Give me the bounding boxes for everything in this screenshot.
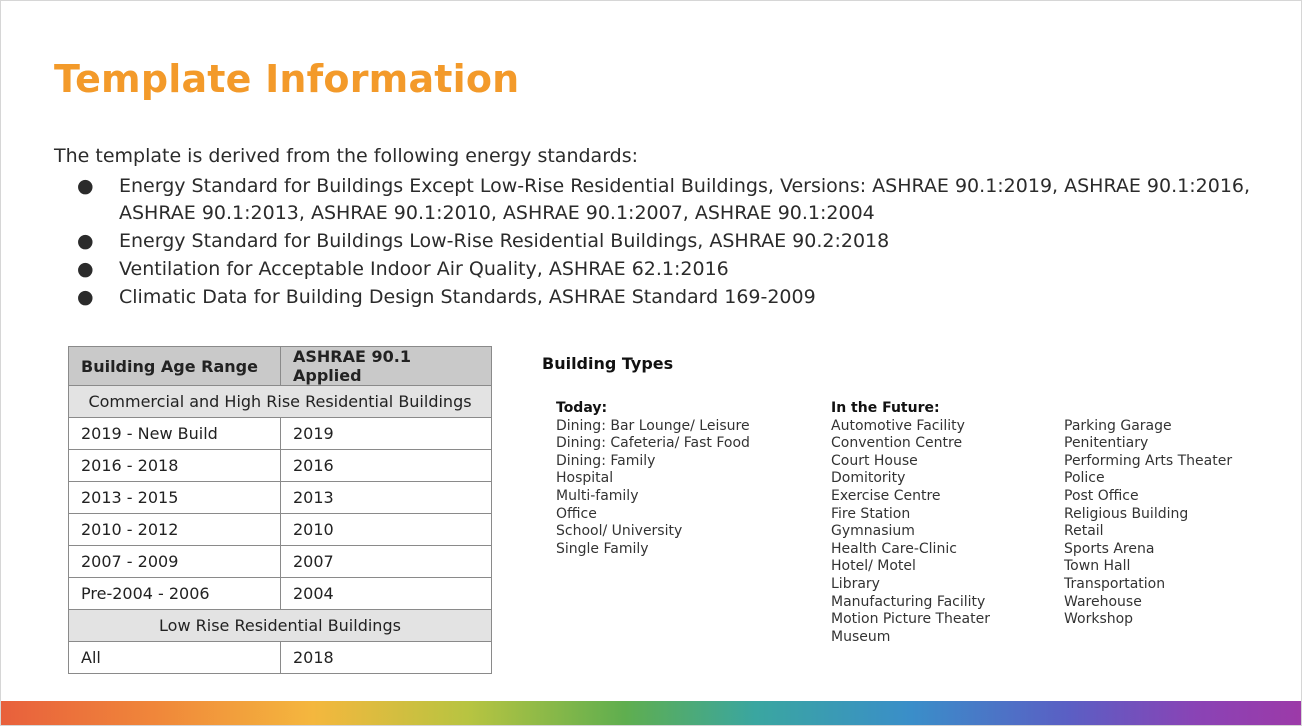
list-item: Office <box>556 505 597 522</box>
bullet-icon: ● <box>77 286 94 308</box>
table-row <box>69 642 492 674</box>
list-item: Convention Centre <box>831 435 963 452</box>
building-age-table <box>68 346 492 674</box>
table-header-row <box>69 347 492 386</box>
table-group-row <box>69 386 492 418</box>
table-cell: 2004 <box>281 578 492 610</box>
list-item: Manufacturing Facility <box>831 593 986 610</box>
list-item: Automotive Facility <box>831 417 965 434</box>
table-cell: 2016 <box>281 450 492 482</box>
list-item: Warehouse <box>1064 593 1142 610</box>
list-item: Post Office <box>1064 487 1139 504</box>
table-cell: 2016 - 2018 <box>69 450 281 482</box>
list-item: Museum <box>831 628 891 645</box>
today-column <box>556 400 750 558</box>
column-header: ASHRAE 90.1 Applied <box>281 347 492 386</box>
list-item: Single Family <box>556 540 649 557</box>
bullet-icon: ● <box>77 258 94 280</box>
column-header: Building Age Range <box>69 347 281 386</box>
table-cell: 2018 <box>281 642 492 674</box>
future-column-1 <box>831 400 990 646</box>
list-item: Retail <box>1064 523 1104 540</box>
group-label: Low Rise Residential Buildings <box>69 610 492 642</box>
list-item: ● Ventilation for Acceptable Indoor Air Quality, ASHRAE 62.1:2016 <box>77 256 1267 283</box>
list-item: Police <box>1064 470 1105 487</box>
list-item: Sports Arena <box>1064 540 1155 557</box>
list-item: Hospital <box>556 470 614 487</box>
table-cell: Pre-2004 - 2006 <box>69 578 281 610</box>
table-row <box>69 546 492 578</box>
list-item: ● Energy Standard for Buildings Except Low-Rise Residential Buildings, Versions: ASHRAE 90.1:2019, ASHRAE 90.1:2016, ASHRAE 90.1:2013, ASHRAE 90.1:2010, ASHRAE 90.1:2007, ASHRAE 90.1:2004 <box>77 175 1251 224</box>
list-item: Parking Garage <box>1064 417 1172 434</box>
table-cell: 2010 <box>281 514 492 546</box>
table-group-row <box>69 610 492 642</box>
list-item: Workshop <box>1064 611 1134 628</box>
table-cell: 2007 - 2009 <box>69 546 281 578</box>
list-item: Exercise Centre <box>831 487 941 504</box>
table-cell: 2019 - New Build <box>69 418 281 450</box>
standards-list <box>77 173 1267 312</box>
list-item: Dining: Cafeteria/ Fast Food <box>556 435 750 452</box>
list-item: ● Climatic Data for Building Design Standards, ASHRAE Standard 169-2009 <box>77 284 1267 311</box>
list-item: ● Energy Standard for Buildings Low-Rise Residential Buildings, ASHRAE 90.2:2018 <box>77 228 1267 255</box>
bullet-icon: ● <box>77 175 94 197</box>
bullet-icon: ● <box>77 230 94 252</box>
list-item: Dining: Bar Lounge/ Leisure <box>556 417 750 434</box>
table-row <box>69 450 492 482</box>
rainbow-footer-bar <box>1 701 1301 725</box>
list-item: Health Care-Clinic <box>831 540 957 557</box>
table-cell: 2010 - 2012 <box>69 514 281 546</box>
list-item: Multi-family <box>556 487 639 504</box>
list-item: Dining: Family <box>556 452 656 469</box>
list-item: Fire Station <box>831 505 911 522</box>
list-item: Town Hall <box>1064 558 1131 575</box>
today-label: Today: <box>556 400 608 416</box>
list-item: Religious Building <box>1064 505 1189 522</box>
group-label: Commercial and High Rise Residential Buildings <box>69 386 492 418</box>
table-row <box>69 578 492 610</box>
list-item: Penitentiary <box>1064 435 1149 452</box>
table-cell: 2019 <box>281 418 492 450</box>
table-row <box>69 482 492 514</box>
list-item: Court House <box>831 452 918 469</box>
intro-text: The template is derived from the following energy standards: <box>54 145 639 167</box>
page-title: Template Information <box>54 57 520 101</box>
list-item: Motion Picture Theater <box>831 611 990 628</box>
list-item: Gymnasium <box>831 523 915 540</box>
list-item: Performing Arts Theater <box>1064 452 1233 469</box>
list-item: School/ University <box>556 523 683 540</box>
table-row <box>69 514 492 546</box>
list-item: Library <box>831 575 880 592</box>
list-item: Domitority <box>831 470 906 487</box>
list-item: Hotel/ Motel <box>831 558 916 575</box>
table-row <box>69 418 492 450</box>
table-cell: 2013 - 2015 <box>69 482 281 514</box>
future-label: In the Future: <box>831 400 940 416</box>
table-cell: 2013 <box>281 482 492 514</box>
list-item: Transportation <box>1064 575 1166 592</box>
table-cell: 2007 <box>281 546 492 578</box>
future-column-2 <box>1064 418 1232 629</box>
building-types-title: Building Types <box>542 354 674 373</box>
table-cell: All <box>69 642 281 674</box>
